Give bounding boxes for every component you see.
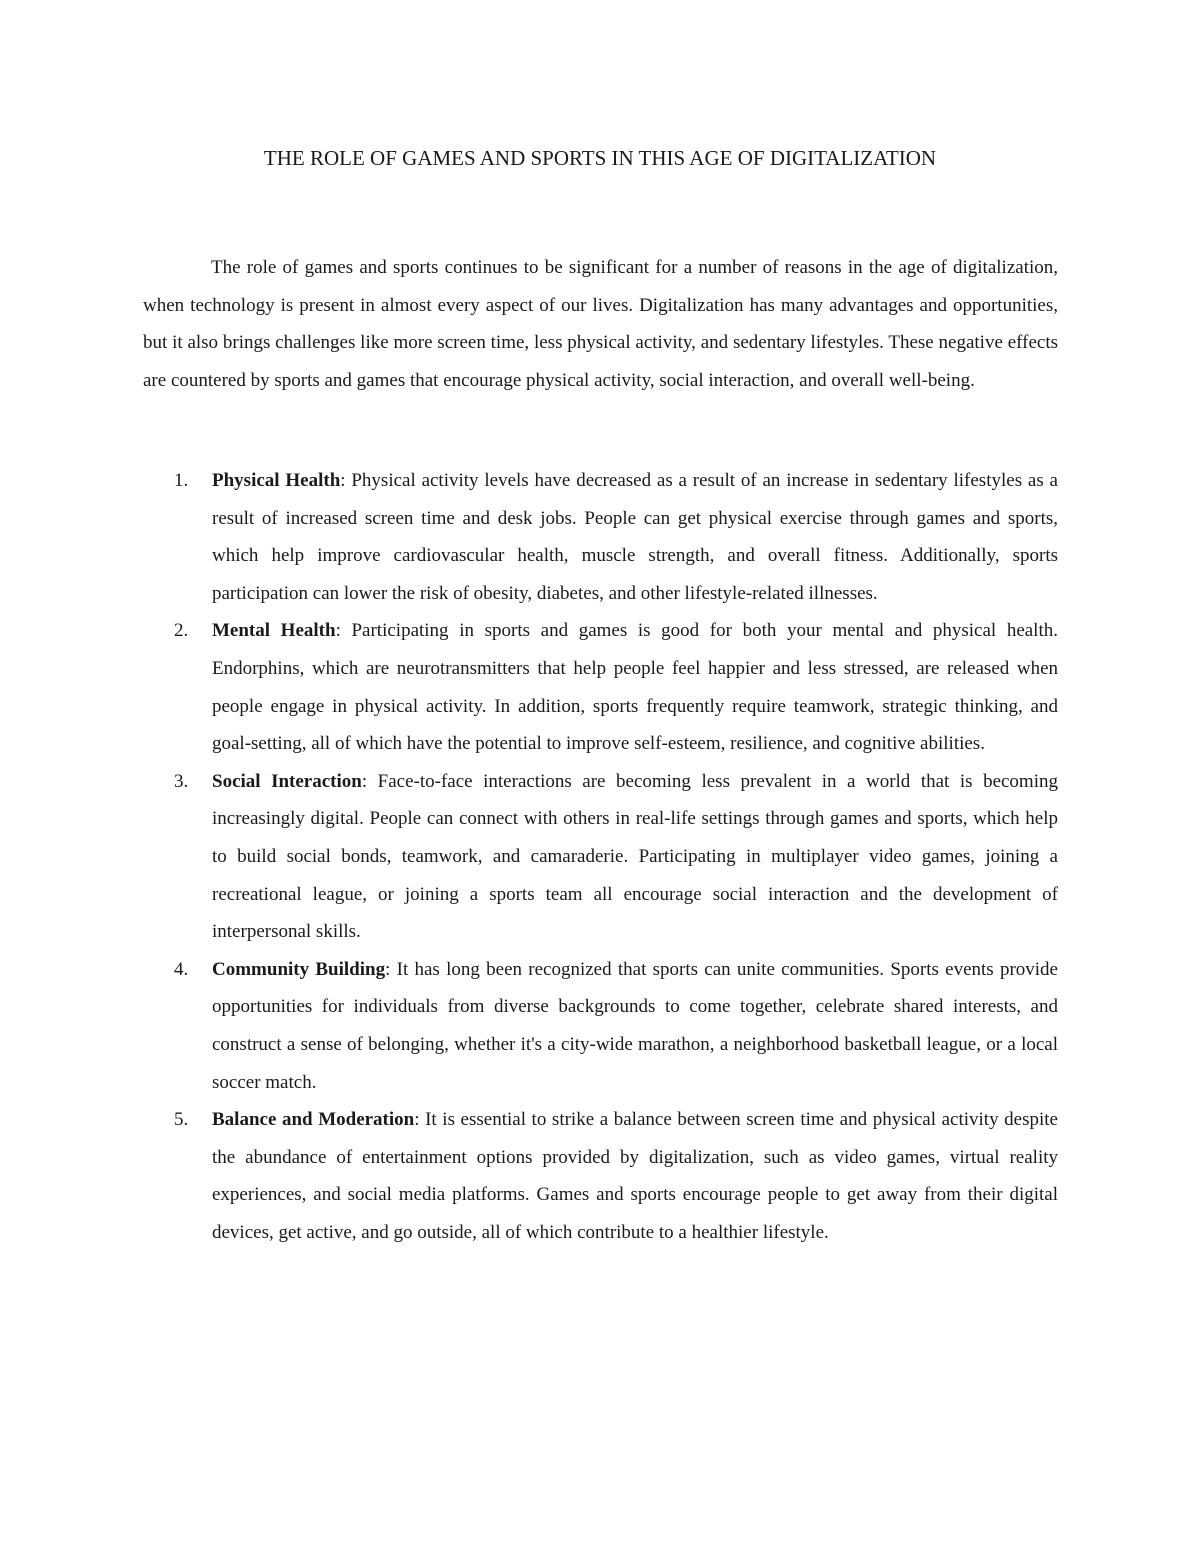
section-number: 1. bbox=[174, 470, 189, 491]
section-item-community-building bbox=[143, 951, 1058, 1101]
section-heading: Mental Health bbox=[212, 620, 336, 642]
section-list bbox=[143, 462, 1058, 1251]
section-heading: Balance and Moderation bbox=[212, 1109, 415, 1131]
section-number: 3. bbox=[174, 770, 189, 792]
section-body: : Physical activity levels have decreased as a result of an increase in sedentary lifestyles as a result of increased screen time and desk jobs. People can get physical exercise through games and sports, which help improve cardiovascular health, muscle strength, and overall fitness. Additionally, sports participation can lower the risk of obesity, diabetes, and other lifestyle-related illnesses. bbox=[212, 470, 1058, 604]
section-body: : Face-to-face interactions are becoming less prevalent in a world that is becoming increasingly digital. People can connect with others in real-life settings through games and sports, which help to build social bonds, teamwork, and camaraderie. Participating in multiplayer video games, joining a recreational league, or joining a sports team all encourage social interaction and the development of interpersonal skills. bbox=[212, 770, 1058, 943]
section-heading: Community Building bbox=[212, 958, 386, 980]
section-number: 5. bbox=[174, 1109, 189, 1131]
section-item-balance-and-moderation bbox=[143, 1101, 1058, 1251]
section-heading: Physical Health bbox=[212, 470, 341, 491]
section-body: : It has long been recognized that sports can unite communities. Sports events provide opportunities for individuals from diverse backgrounds to come together, celebrate shared interests, and construct a sense of belonging, whether it's a city-wide marathon, a neighborhood basketball league, or a local soccer match. bbox=[212, 958, 1058, 1093]
page-title: THE ROLE OF GAMES AND SPORTS IN THIS AGE OF DIGITALIZATION bbox=[263, 146, 937, 170]
section-body: : Participating in sports and games is good for both your mental and physical health. Endorphins, which are neurotransmitters that help people feel happier and less stressed, are released when people engage in physical activity. In addition, sports frequently require teamwork, strategic thinking, and goal-setting, all of which have the potential to improve self-esteem, resilience, and cognitive abilities. bbox=[212, 620, 1058, 755]
section-heading: Social Interaction bbox=[212, 770, 362, 792]
section-item-mental-health bbox=[143, 612, 1058, 762]
section-number: 4. bbox=[174, 958, 189, 980]
section-item-social-interaction bbox=[143, 763, 1058, 951]
section-number: 2. bbox=[174, 620, 189, 642]
section-item-physical-health bbox=[143, 462, 1058, 612]
intro-paragraph: The role of games and sports continues to be significant for a number of reasons in the age of digitalization, when technology is present in almost every aspect of our lives. Digitalization has many advantages and opportunities, but it also brings challenges like more screen time, less physical activity, and sedentary lifestyles. These negative effects are countered by sports and games that encourage physical activity, social interaction, and overall well-being. bbox=[143, 257, 1058, 391]
section-body: : It is essential to strike a balance between screen time and physical activity despite the abundance of entertainment options provided by digitalization, such as video games, virtual reality experiences, and social media platforms. Games and sports encourage people to get away from their digital devices, get active, and go outside, all of which contribute to a healthier lifestyle. bbox=[212, 1109, 1058, 1243]
